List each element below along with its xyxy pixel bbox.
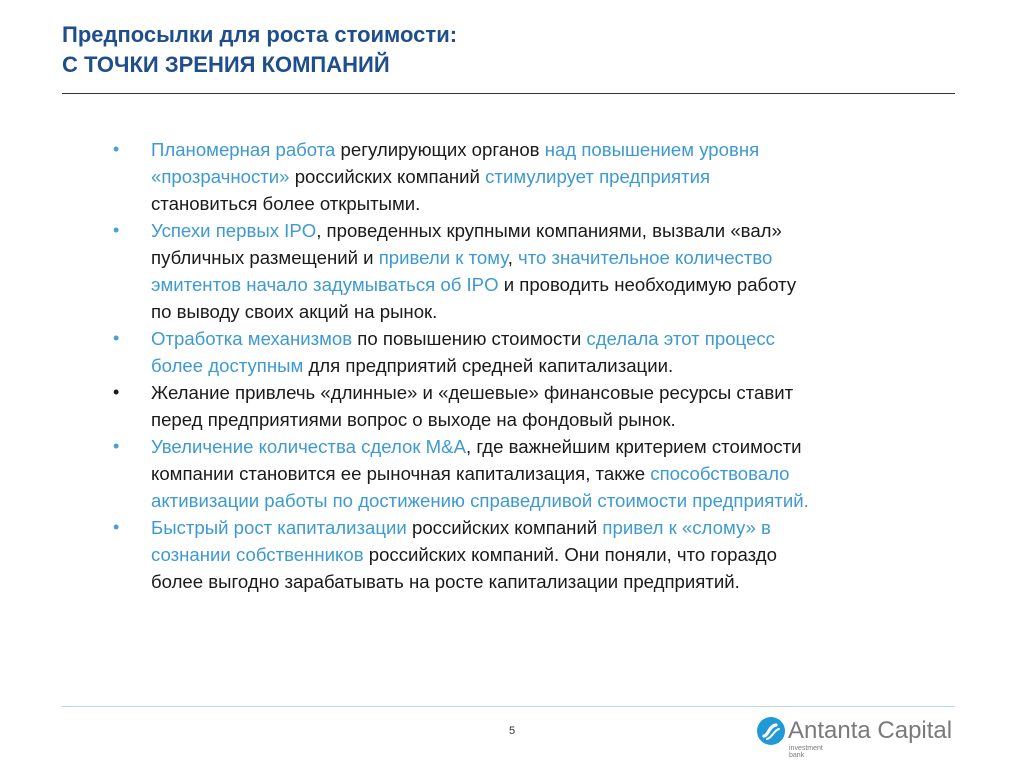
logo-wordmark: Antanta Capital (788, 717, 953, 744)
highlighted-text: Планомерная работа (151, 139, 336, 160)
bullet-item (113, 433, 963, 514)
bullet-line (151, 406, 963, 433)
highlighted-text: активизации работы по достижению справедливой стоимости предприятий. (151, 490, 809, 511)
bullet-line (151, 433, 963, 460)
bullet-item (113, 379, 963, 433)
highlighted-text: над повышением уровня (544, 139, 760, 160)
bullet-marker: • (113, 382, 120, 402)
body-text: российских компаний (406, 517, 603, 538)
highlighted-text: Успехи первых IPO (151, 220, 317, 241)
highlighted-text: стимулирует предприятия (485, 166, 711, 187)
bullet-line (151, 217, 963, 244)
highlighted-text: «прозрачности» (151, 166, 290, 187)
body-text: и проводить необходимую работу (498, 274, 797, 295)
body-text: , проведенных крупными компаниями, вызвали «вал» (316, 220, 782, 241)
page-number: 5 (508, 725, 516, 737)
highlighted-text: сознании собственников (151, 544, 364, 565)
bullet-line (151, 244, 963, 271)
body-text: перед предприятиями вопрос о выходе на фондовый рынок. (151, 409, 676, 430)
footer-divider (62, 706, 955, 707)
bullet-item (113, 514, 963, 595)
highlighted-text: сделала этот процесс (586, 328, 775, 349)
bullet-list (113, 136, 963, 595)
bullet-line (151, 190, 963, 217)
body-text: компании становится ее рыночная капитализация, также (151, 463, 651, 484)
body-text: публичных размещений и (151, 247, 379, 268)
bullet-line (151, 379, 963, 406)
body-text: по повышению стоимости (352, 328, 587, 349)
bullet-marker: • (113, 139, 120, 159)
bullet-marker: • (113, 436, 120, 456)
body-text: становиться более открытыми. (151, 193, 421, 214)
logo-subtitle (789, 745, 823, 759)
body-text: регулирующих органов (335, 139, 545, 160)
bullet-item (113, 136, 963, 217)
bullet-line (151, 487, 963, 514)
highlighted-text: более доступным (151, 355, 304, 376)
bullet-marker: • (113, 328, 120, 348)
bullet-marker: • (113, 517, 120, 537)
highlighted-text: привели к тому (378, 247, 508, 268)
bullet-line (151, 541, 963, 568)
body-text: для предприятий средней капитализации. (303, 355, 674, 376)
body-text: , где важнейшим критерием стоимости (465, 436, 802, 457)
body-text: более выгодно зарабатывать на росте капитализации предприятий. (151, 571, 740, 592)
bullet-line (151, 325, 963, 352)
highlighted-text: способствовало (650, 463, 790, 484)
bullet-item (113, 325, 963, 379)
bullet-line (151, 298, 963, 325)
header-divider (62, 93, 955, 94)
highlighted-text: Увеличение количества сделок M&A (151, 436, 466, 457)
body-text: российских компаний. Они поняли, что гораздо (363, 544, 777, 565)
bullet-line (151, 352, 963, 379)
antanta-swirl-logo-icon (756, 716, 786, 746)
body-text: Желание привлечь «длинные» и «дешевые» финансовые ресурсы ставит (151, 382, 794, 403)
slide-title (62, 20, 952, 80)
bullet-line (151, 514, 963, 541)
bullet-line (151, 460, 963, 487)
title-line-2: С ТОЧКИ ЗРЕНИЯ КОМПАНИЙ (62, 52, 390, 77)
body-text: по выводу своих акций на рынок. (151, 301, 438, 322)
bullet-marker: • (113, 220, 120, 240)
logo-subtitle-line-2: bank (789, 752, 805, 759)
bullet-line (151, 136, 963, 163)
bullet-line (151, 568, 963, 595)
highlighted-text: Отработка механизмов (151, 328, 353, 349)
highlighted-text: эмитентов начало задумываться об IPO (151, 274, 499, 295)
bullet-line (151, 271, 963, 298)
logo-subtitle-line-1: investment (789, 745, 823, 752)
highlighted-text: что значительное количество (518, 247, 773, 268)
body-text: , (507, 247, 519, 268)
bullet-item (113, 217, 963, 325)
highlighted-text: привел к «слому» в (602, 517, 771, 538)
body-text: российских компаний (289, 166, 486, 187)
bullet-line (151, 163, 963, 190)
title-line-1: Предпосылки для роста стоимости: (62, 22, 458, 47)
highlighted-text: Быстрый рост капитализации (151, 517, 407, 538)
company-logo (756, 716, 956, 760)
